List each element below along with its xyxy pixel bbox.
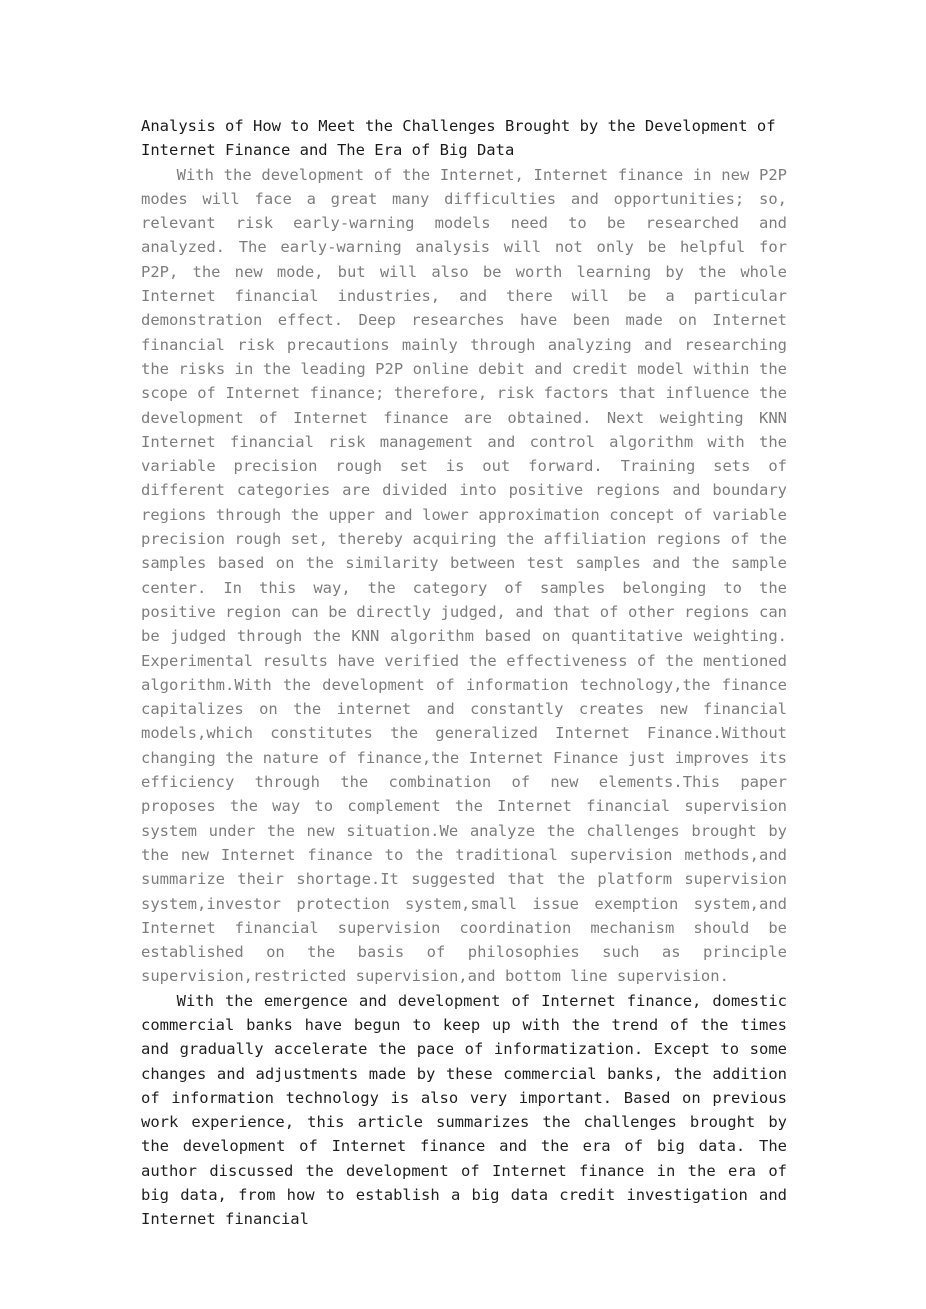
body-paragraph: With the emergence and development of Internet finance, domestic commercial banks have begun to keep up with the trend of the times and gradually accelerate the pace of informatization. Except to some changes and adjustments made by these commercial banks, the addition of information technology is also very important. Based on previous work experience, this article summarizes the challenges brought by the development of Internet finance and the era of big data. The author discussed the development of Internet finance in the era of big data, from how to establish a big data credit investigation and Internet financial [141, 991, 787, 1229]
document-title: Analysis of How to Meet the Challenges Brought by the Development of Internet Finance and The Era of Big Data [141, 117, 776, 160]
document-content [141, 114, 787, 1232]
abstract-paragraph: With the development of the Internet, Internet finance in new P2P modes will face a great many difficulties and opportunities; so, relevant risk early-warning models need to be researched and analyzed. The early-warning analysis will not only be helpful for P2P, the new mode, but will also be worth learning by the whole Internet financial industries, and there will be a particular demonstration effect. Deep researches have been made on Internet financial risk precautions mainly through analyzing and researching the risks in the leading P2P online debit and credit model within the scope of Internet finance; therefore, risk factors that influence the development of Internet finance are obtained. Next weighting KNN Internet financial risk management and control algorithm with the variable precision rough set is out forward. Training sets of different categories are divided into positive regions and boundary regions through the upper and lower approximation concept of variable precision rough set, thereby acquiring the affiliation regions of the samples based on the similarity between test samples and the sample center. In this way, the category of samples belonging to the positive region can be directly judged, and that of other regions can be judged through the KNN algorithm based on quantitative weighting. Experimental results have verified the effectiveness of the mentioned algorithm.With the development of information technology,the finance capitalizes on the internet and constantly creates new financial models,which constitutes the generalized Internet Finance.Without changing the nature of finance,the Internet Finance just improves its efficiency through the combination of new elements.This paper proposes the way to complement the Internet financial supervision system under the new situation.We analyze the challenges brought by the new Internet finance to the traditional supervision methods,and summarize their shortage.It suggested that the platform supervision system,investor protection system,small issue exemption system,and Internet financial supervision coordination mechanism should be established on the basis of philosophies such as principle supervision,restricted supervision,and bottom line supervision. [141, 165, 787, 986]
